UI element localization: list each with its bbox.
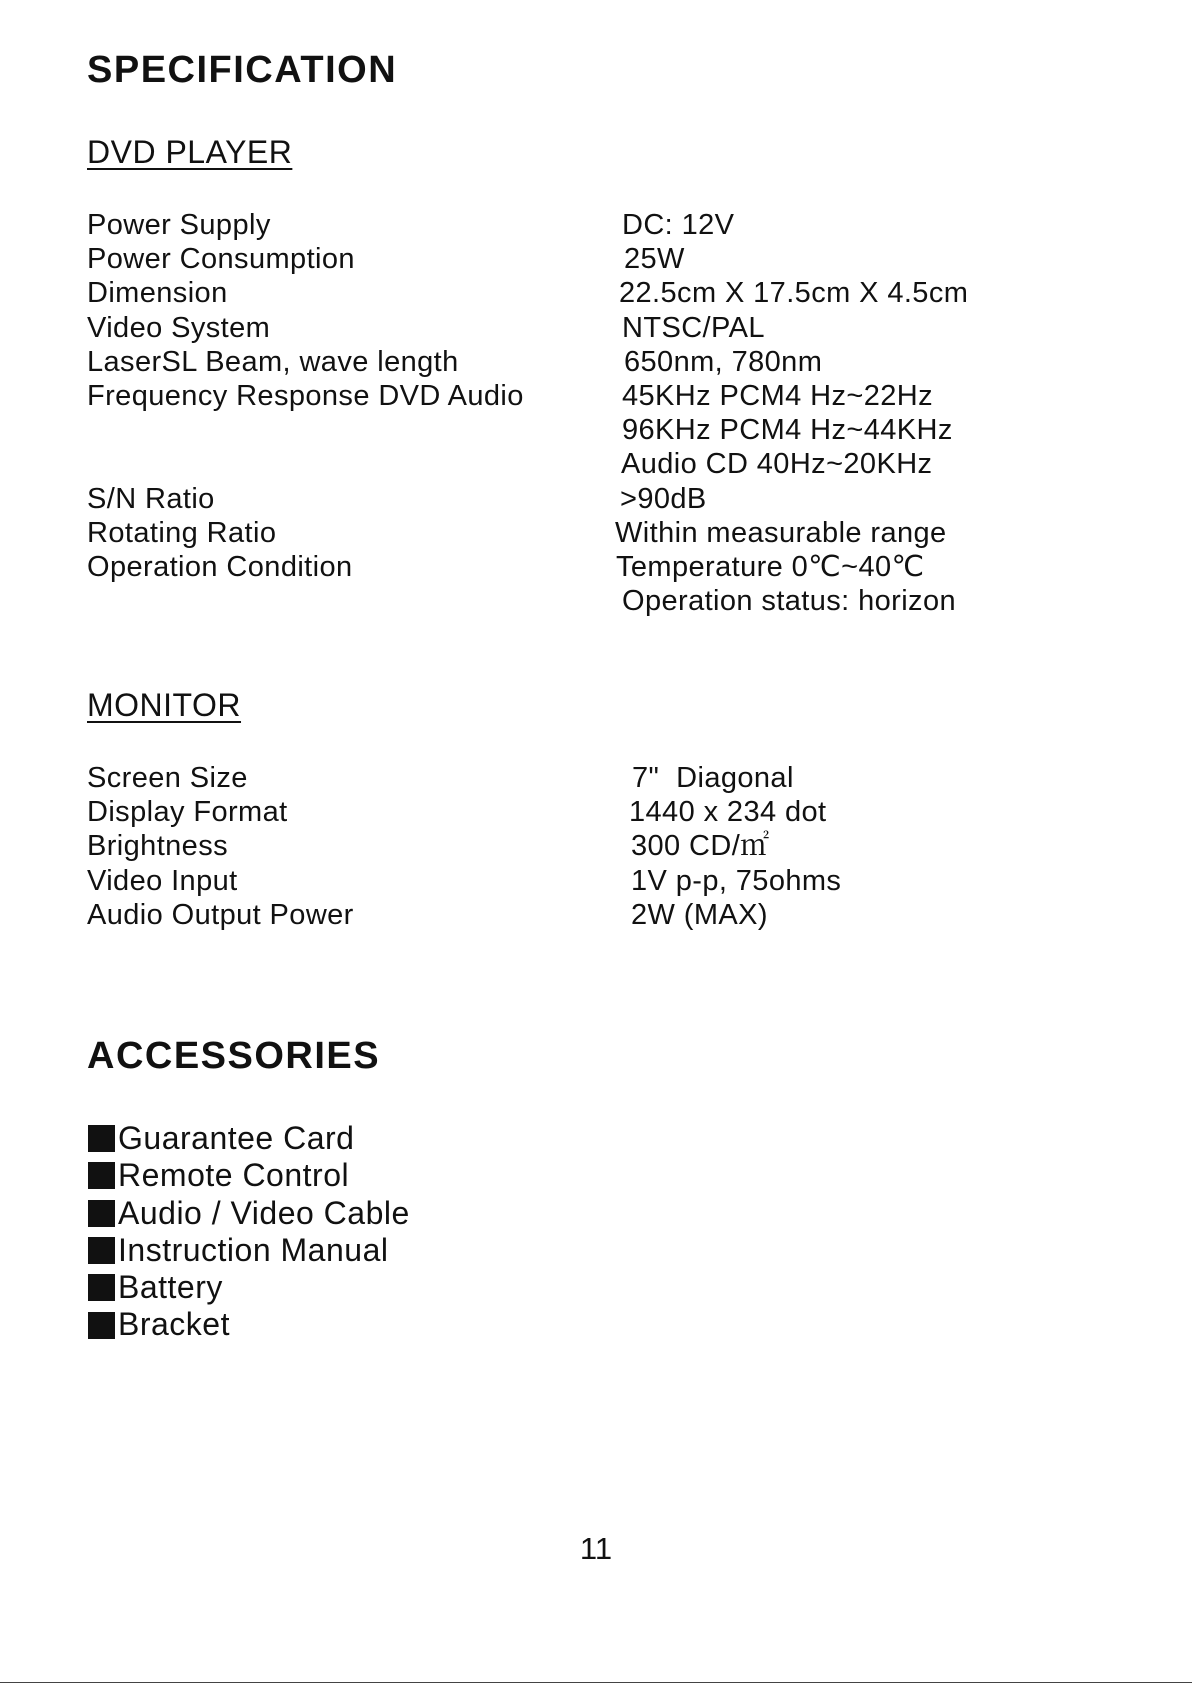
spec-label: Screen Size [87,762,248,794]
spec-values [629,898,768,932]
spec-value: 650nm, 780nm [624,345,823,378]
spec-value: Audio CD 40Hz~20KHz [621,448,933,481]
accessories-heading: ACCESSORIES [87,1035,381,1077]
spec-row-laser-beam [87,345,1107,379]
bottom-divider [0,1682,1192,1683]
monitor-heading: MONITOR [87,687,242,723]
spec-label: Dimension [87,277,228,310]
monitor-spec-table [87,761,1107,932]
list-item [88,1195,410,1232]
spec-row-operation-condition [87,550,1107,618]
spec-label: Video Input [87,864,238,897]
spec-value: 1440 x 234 dot [629,796,827,829]
list-item [88,1120,410,1157]
spec-value: DC: 12V [622,209,735,241]
spec-row-display-format [87,795,1107,829]
spec-value: 25W [624,243,685,276]
spec-label: Frequency Response DVD Audio [87,380,524,413]
list-item [88,1157,410,1194]
spec-row-audio-output-power [87,898,1107,932]
accessories-list [88,1120,410,1344]
spec-values [616,550,957,618]
spec-row-rotating-ratio [87,516,1107,550]
accessory-label: Guarantee Card [118,1120,355,1156]
spec-label: Video System [87,311,271,344]
spec-values [629,795,826,829]
spec-row-sn-ratio [87,482,1107,516]
spec-values [622,208,734,242]
accessory-label: Battery [118,1269,223,1306]
square-bullet-icon [88,1162,115,1189]
dvd-player-heading: DVD PLAYER [87,134,293,170]
list-item [88,1306,410,1343]
spec-value: NTSC/PAL [622,311,765,344]
list-item [88,1232,410,1269]
spec-value: 45KHz PCM4 Hz~22Hz [622,380,934,413]
spec-value: 2W (MAX) [631,898,768,931]
square-bullet-icon [88,1200,115,1227]
spec-label: LaserSL Beam, wave length [87,345,459,378]
spec-values [629,829,770,863]
spec-label: Brightness [87,830,229,863]
square-bullet-icon [88,1312,115,1339]
spec-row-video-input [87,864,1107,898]
spec-values [622,311,765,345]
accessory-label: Instruction Manual [118,1231,389,1268]
square-bullet-icon [88,1237,115,1264]
spec-row-power-supply [87,208,1107,242]
spec-value: Temperature 0℃~40℃ [616,551,925,584]
spec-label: S/N Ratio [87,482,215,515]
spec-values [622,482,707,516]
spec-values [619,276,969,310]
spec-label: Power Supply [87,209,271,241]
square-bullet-icon [88,1274,115,1301]
spec-label: Rotating Ratio [87,516,277,549]
spec-label: Audio Output Power [87,898,354,931]
spec-label: Power Consumption [87,243,355,276]
spec-values [629,761,794,795]
spec-row-video-system [87,311,1107,345]
spec-values [622,379,953,482]
spec-values [622,345,822,379]
spec-value: >90dB [620,482,707,515]
spec-value: 7" Diagonal [632,762,794,794]
spec-values [622,242,685,276]
spec-row-frequency-response [87,379,1107,482]
spec-row-screen-size [87,761,1107,795]
specification-heading: SPECIFICATION [87,49,398,91]
spec-value: 300 CD/㎡ [631,830,770,863]
square-bullet-icon [88,1125,115,1152]
accessory-label: Audio / Video Cable [118,1194,410,1231]
spec-value: 22.5cm X 17.5cm X 4.5cm [619,277,969,310]
spec-value: 96KHz PCM4 Hz~44KHz [622,414,953,447]
spec-value: 1V p-p, 75ohms [631,864,842,897]
accessory-label: Remote Control [118,1157,350,1194]
spec-row-power-consumption [87,242,1107,276]
spec-label: Display Format [87,796,288,829]
spec-value: Within measurable range [615,516,947,549]
spec-row-dimension [87,276,1107,310]
spec-value: Operation status: horizon [622,585,957,618]
spec-label: Operation Condition [87,551,353,584]
accessory-label: Bracket [118,1306,230,1343]
spec-values [629,864,841,898]
spec-values [615,516,947,550]
list-item [88,1269,410,1306]
page-number: 11 [579,1531,613,1566]
spec-row-brightness [87,829,1107,863]
dvd-player-spec-table [87,208,1107,618]
